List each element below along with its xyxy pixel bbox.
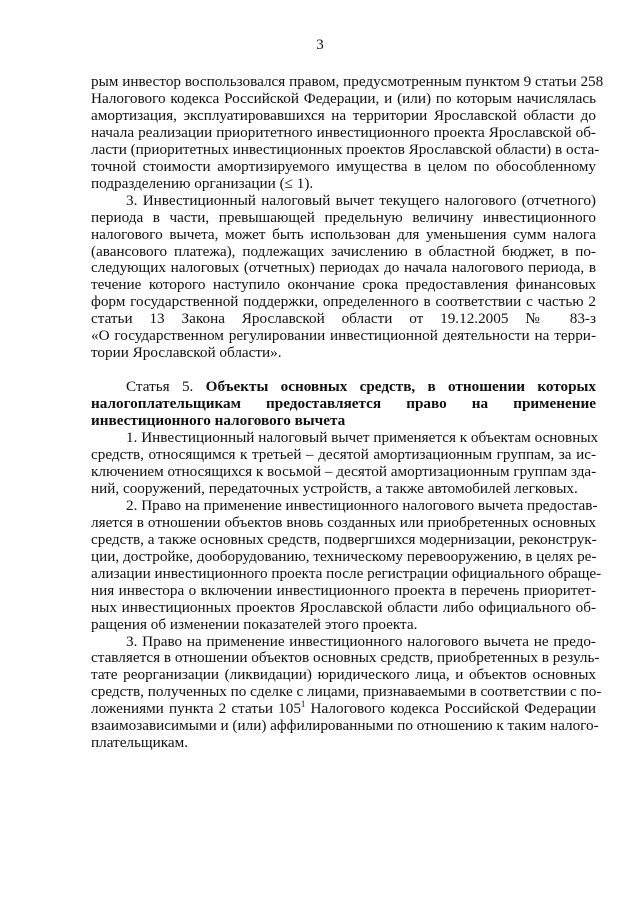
text-line: тате реорганизации (ликвидации) юридического лица, и объектов основных (91, 666, 596, 684)
text-line: периода в части, превышающей предельную величину инвестиционного (91, 208, 596, 226)
page-number: 3 (316, 37, 324, 53)
paragraph-3 (91, 193, 596, 363)
text-line: ции, достройке, дооборудованию, техническому перевооружению, в целях ре- (91, 547, 597, 565)
text-line: течение которого наступило окончание срока предоставления финансовых (91, 276, 596, 294)
text-line: плательщикам. (91, 734, 189, 752)
section-gap (91, 362, 596, 379)
text-line: начала реализации приоритетного инвестиционного проекта Ярославской об- (91, 123, 596, 141)
text-line: ласти (приоритетных инвестиционных проектов Ярославской области) в оста- (91, 140, 600, 158)
article-label: Статья 5. (126, 378, 194, 396)
text-line: 3. Право на применение инвестиционного налогового вычета не предо- (126, 632, 596, 650)
article-5-item-1 (91, 429, 599, 498)
text-line: тории Ярославской области». (91, 344, 282, 362)
text-line: следующих налоговых (отчетных) периодах до начала налогового периода, в (91, 259, 596, 277)
text-line: ний, сооружений, передаточных устройств, а также автомобилей легковых. (91, 479, 578, 497)
text-line: форм государственной поддержки, определенного в соответствии с частью 2 (91, 293, 596, 311)
text-line: ализации инвестиционного проекта после регистрации официального обраще- (91, 564, 602, 582)
text-line: ставляется в отношении объектов основных средств, приобретенных в резуль- (91, 649, 600, 667)
text-line: ляется в отношении объектов вновь созданных или приобретенных основных (91, 513, 596, 531)
text-line: (авансового платежа), подлежащих зачислению в областной бюджет, в по- (91, 242, 596, 260)
text-line: рым инвестор воспользовался правом, предусмотренным пунктом 9 статьи 258 (91, 73, 604, 90)
text-line: средств, а также основных средств, подвергшихся модернизации, реконструк- (91, 530, 597, 548)
text-line: амортизация, эксплуатировавшихся на территории Ярославской области до (91, 106, 596, 124)
article-title: налогоплательщикам предоставляется право на применение (91, 395, 596, 413)
text-fragment: ложениями пункта 2 статьи 105 (91, 700, 301, 718)
article-5-item-2 (91, 496, 602, 634)
text-line: 1. Инвестиционный налоговый вычет применяется к объектам основных (126, 429, 599, 447)
text-line: Налогового кодекса Российской Федерации, и (или) по которым начислялась (91, 89, 596, 107)
text-line: ращения об изменении показателей этого проекта. (91, 615, 418, 633)
article-heading-line (91, 379, 596, 396)
article-5-item-3 (91, 632, 602, 753)
document-body (91, 73, 604, 752)
article-title: Объекты основных средств, в отношении которых (205, 378, 597, 396)
article-title: инвестиционного налогового вычета (91, 412, 346, 430)
text-line: средств, полученных по сделке с лицами, признаваемыми в соответствии с по- (91, 683, 602, 701)
text-line: точной стоимости амортизируемого имущества в целом по обособленному (91, 157, 596, 175)
intro-paragraph (91, 73, 604, 193)
text-line: взаимозависимыми и (или) аффилированными по отношению к таким налого- (91, 717, 599, 735)
text-line: «О государственном регулировании инвестиционной деятельности на терри- (91, 327, 596, 345)
text-line: ных инвестиционных проектов Ярославской области либо официального об- (91, 598, 596, 616)
article-5-heading (91, 379, 596, 430)
text-fragment: Налогового кодекса Российской Федерации (305, 700, 596, 718)
text-line: ния инвестора о включении инвестиционного проекта в перечень приоритет- (91, 581, 596, 599)
text-line: ключением относящихся к восьмой – десятой амортизационным группам зда- (91, 462, 597, 480)
text-line: 3. Инвестиционный налоговый вычет текущего налогового (отчетного) (126, 191, 596, 209)
text-line (91, 701, 596, 718)
text-line: 2. Право на применение инвестиционного налогового вычета предостав- (126, 496, 598, 514)
text-line: статьи 13 Закона Ярославской области от 19.12.2005 № 83-з (91, 310, 596, 328)
text-line: средств, относящимся к третьей – десятой амортизационным группам, за ис- (91, 446, 596, 464)
superscript: 1 (300, 699, 306, 710)
text-line: налогового вычета, может быть использован для уменьшения сумм налога (91, 225, 596, 243)
text-line: подразделению организации (≤ 1). (91, 174, 314, 192)
